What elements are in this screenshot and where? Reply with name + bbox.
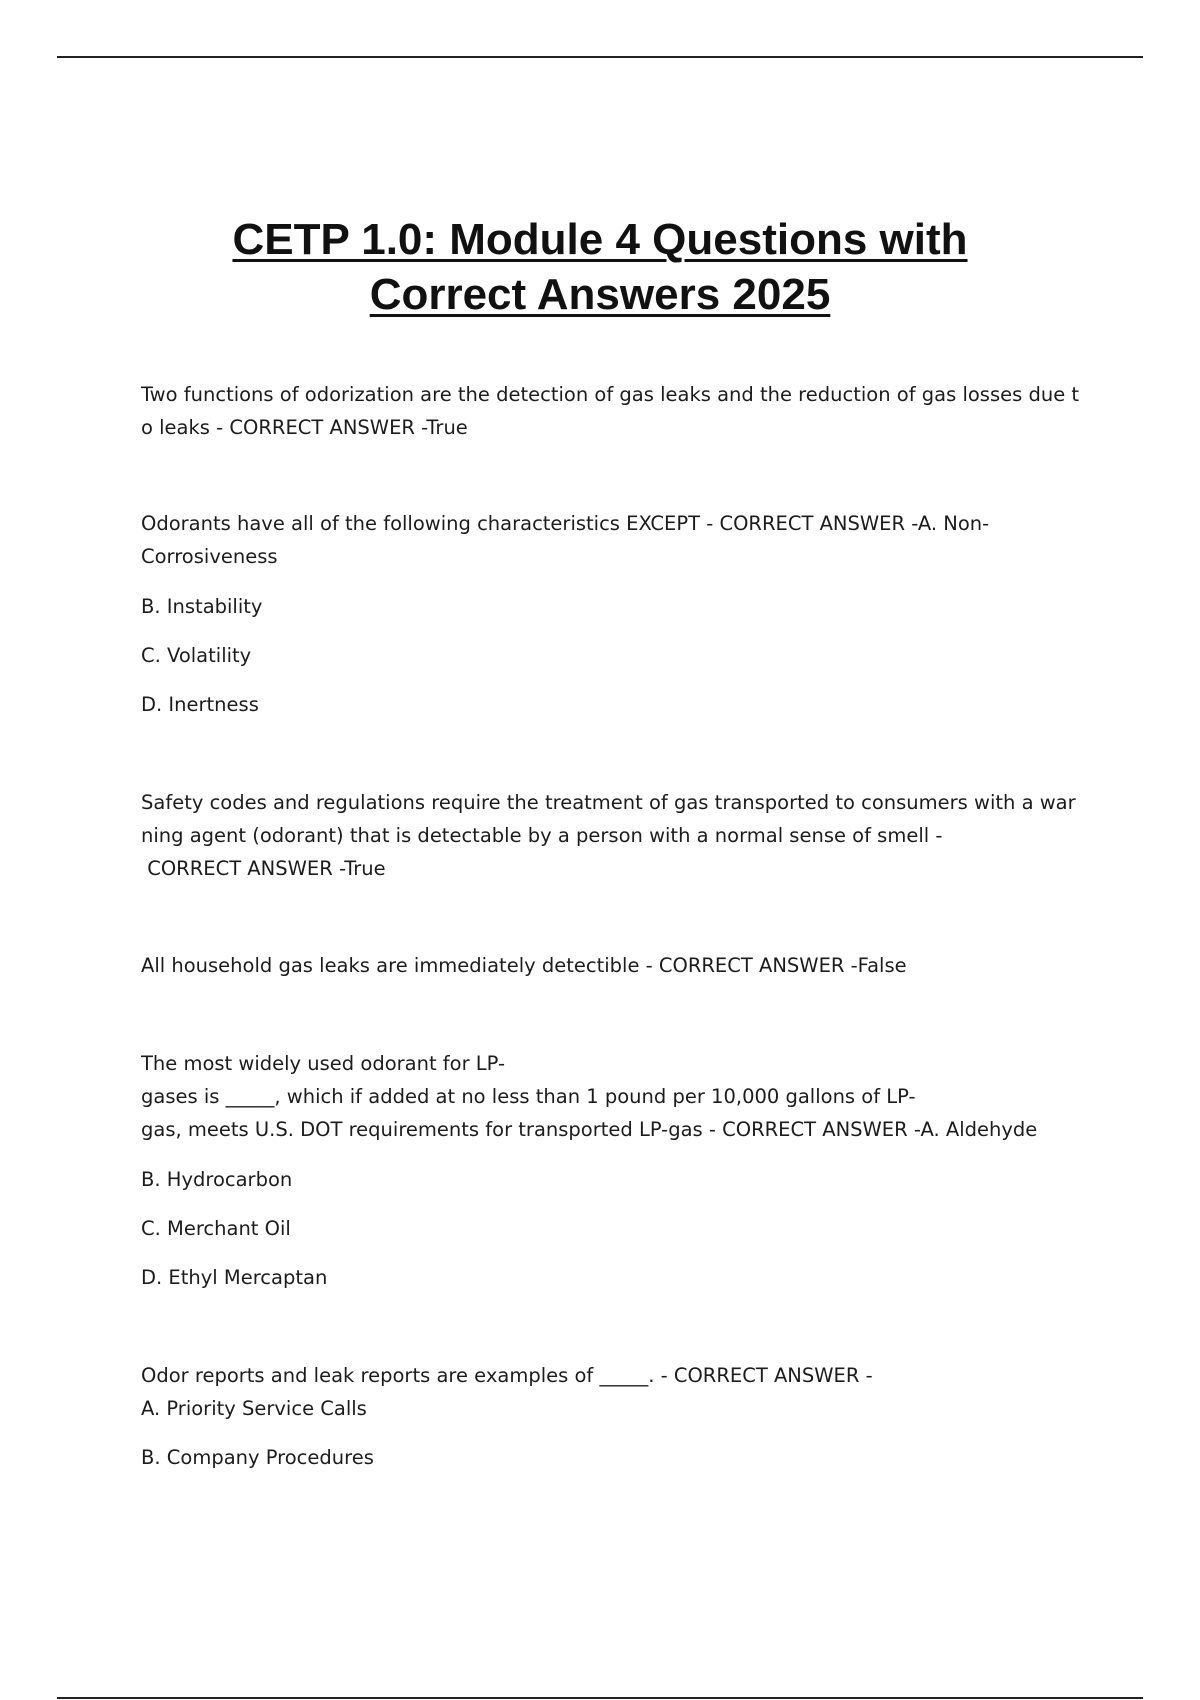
- footer-rule: [57, 1697, 1143, 1699]
- question-5-option-d: D. Ethyl Mercaptan: [141, 1266, 328, 1289]
- question-5-line-3: gas, meets U.S. DOT requirements for transported LP-gas - CORRECT ANSWER -A. Aldehyde: [141, 1118, 1038, 1141]
- question-5-line-1: The most widely used odorant for LP-: [141, 1052, 506, 1075]
- question-1-line-2: o leaks - CORRECT ANSWER -True: [141, 416, 468, 439]
- question-3-line-2: ning agent (odorant) that is detectable by a person with a normal sense of smell -: [141, 824, 943, 847]
- question-2-option-b: B. Instability: [141, 595, 263, 618]
- question-5-line-2: gases is _____, which if added at no less than 1 pound per 10,000 gallons of LP-: [141, 1085, 916, 1108]
- title-line-2: Correct Answers 2025: [369, 270, 831, 319]
- question-5-option-b: B. Hydrocarbon: [141, 1168, 293, 1191]
- question-2-line-2: Corrosiveness: [141, 545, 278, 568]
- question-2-option-d: D. Inertness: [141, 693, 259, 716]
- question-6: [141, 1359, 1061, 1425]
- question-6-line-1: Odor reports and leak reports are examples of _____. - CORRECT ANSWER -: [141, 1364, 873, 1387]
- question-1: [141, 378, 1080, 444]
- question-5-option-c: C. Merchant Oil: [141, 1217, 291, 1240]
- question-6-line-2: A. Priority Service Calls: [141, 1397, 367, 1420]
- question-2-line-1: Odorants have all of the following characteristics EXCEPT - CORRECT ANSWER -A. Non-: [141, 512, 990, 535]
- title-line-1: CETP 1.0: Module 4 Questions with: [232, 215, 968, 264]
- question-3-line-1: Safety codes and regulations require the treatment of gas transported to consumers with a war: [141, 791, 1076, 814]
- question-2: [141, 507, 1061, 573]
- question-3-line-3: CORRECT ANSWER -True: [141, 857, 386, 880]
- header-rule: [57, 56, 1143, 58]
- question-3: [141, 786, 1076, 885]
- question-2-option-c: C. Volatility: [141, 644, 252, 667]
- question-5: [141, 1047, 1061, 1146]
- question-6-option-b: B. Company Procedures: [141, 1446, 374, 1469]
- question-4-line-1: All household gas leaks are immediately detectible - CORRECT ANSWER -False: [141, 954, 907, 977]
- question-1-line-1: Two functions of odorization are the detection of gas leaks and the reduction of gas losses due t: [141, 383, 1080, 406]
- question-4: [141, 949, 1061, 982]
- document-title: [0, 212, 1200, 322]
